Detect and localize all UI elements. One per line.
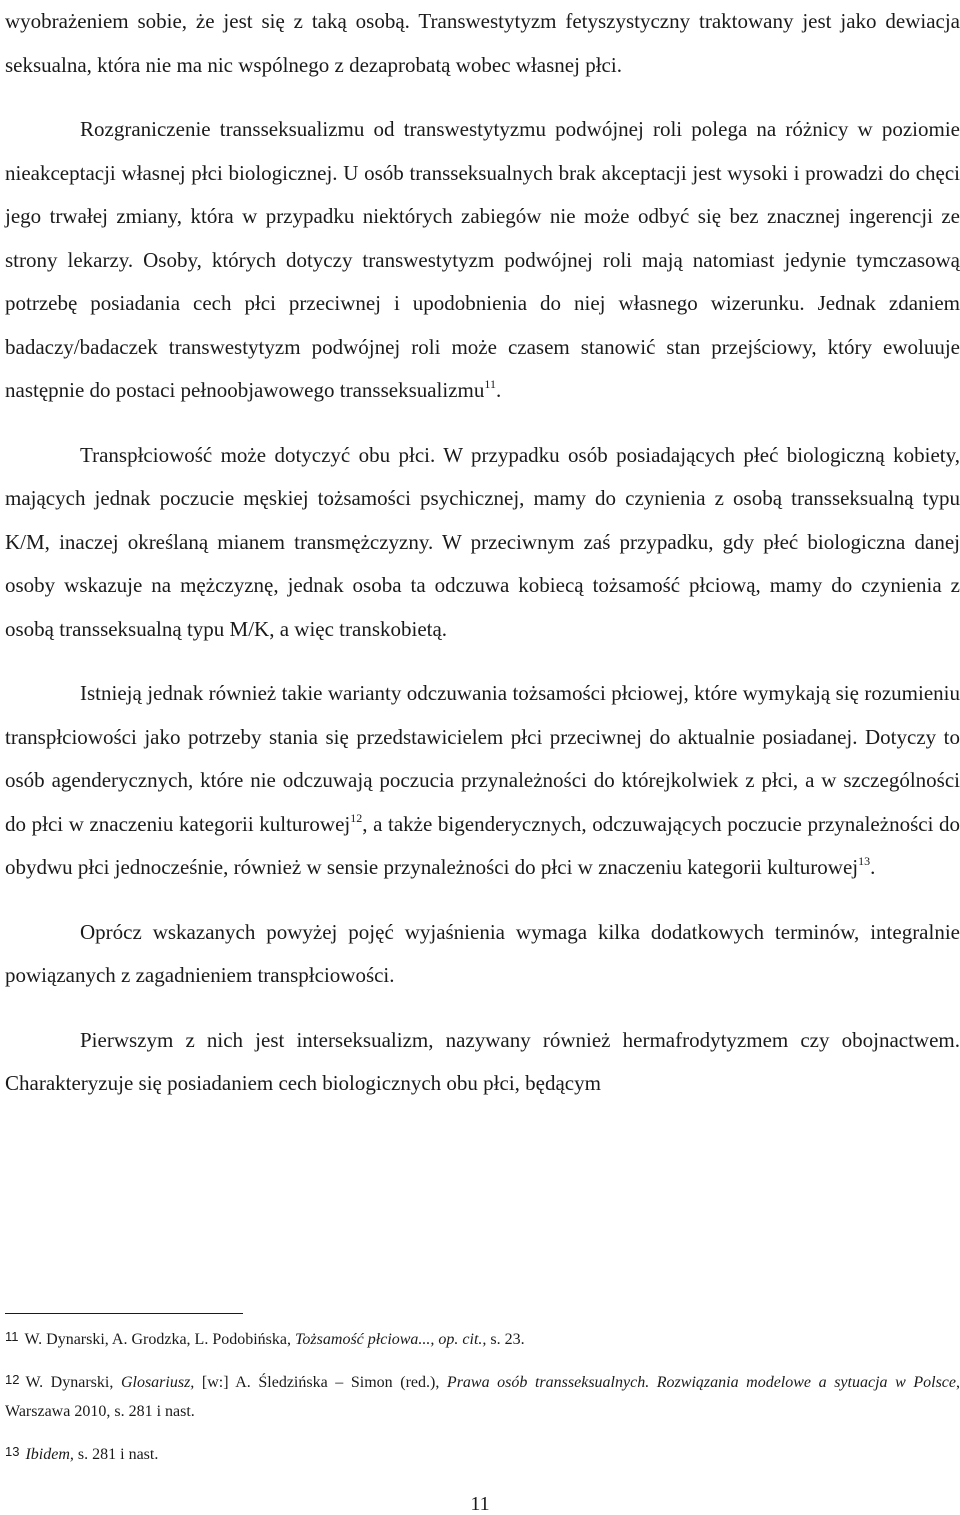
paragraph-2-end: . [495,378,502,402]
paragraph-gap [5,890,960,911]
page-number: 11 [470,1493,490,1515]
footnote-13 [5,1437,960,1469]
footnote-number: 11 [5,1329,19,1344]
paragraph-gap [5,651,960,672]
paragraph-4-end: . [870,855,876,879]
document-page [5,0,960,1106]
footnote-italic-title: Ibidem, [25,1446,74,1463]
paragraph-3-text: Transpłciowość może dotyczyć obu płci. W przypadku osób posiadających płeć biologiczną kobiety, mających jednak poczucie męskiej tożsamości psychicznej, mamy do czynienia z osobą transseksualną typu K/M, inaczej określaną mianem transmężczyzny. W przeciwnym zaś przypadku, gdy płeć biologiczna danej osoby wskazuje na mężczyznę, jednak osoba ta odczuwa kobiecą tożsamość płciową, mamy do czynienia z osobą transseksualną typu M/K, a więc transkobietą. [5,442,960,641]
paragraph-4 [5,672,960,890]
paragraph-1-text: wyobrażeniem sobie, że jest się z taką osobą. Transwestytyzm fetyszystyczny traktowany jest jako dewiacja seksualna, która nie ma nic wspólnego z dezaprobatą wobec własnej płci. [5,9,960,77]
footnote-italic-title: Glosariusz, [120,1374,195,1391]
footnote-ref-12[interactable]: 12 [350,810,363,825]
footnotes-section [5,1322,960,1480]
paragraph-3 [5,434,960,652]
paragraph-gap [5,413,960,434]
paragraph-4-text-a: Istnieją jednak również takie warianty odczuwania tożsamości płciowej, które wymykają się rozumieniu transpłciowości jako potrzeby stania się przedstawicielem płci przeciwnej do aktualnie posiadanej. Dotyczy to osób agenderycznych, które nie odczuwają poczucia przynależności do którejkolwiek z płci, a w szczególności do płci w znaczeniu kategorii kulturowej [5,681,960,836]
footnote-text: , Warszawa 2010, s. 281 i nast. [5,1374,960,1420]
footnote-number: 12 [5,1372,20,1387]
paragraph-5-text: Oprócz wskazanych powyżej pojęć wyjaśnienia wymaga kilka dodatkowych terminów, integralnie powiązanych z zagadnieniem transpłciowości. [5,919,960,987]
footnote-ref-13[interactable]: 13 [858,854,871,868]
footnote-text: s. 281 i nast. [73,1446,159,1463]
paragraph-gap [5,998,960,1019]
footnote-text: s. 23. [486,1331,525,1348]
footnote-text: W. Dynarski, A. Grodzka, L. Podobińska, [24,1331,295,1348]
footnote-text: [w:] A. Śledzińska – Simon (red.), [194,1374,447,1391]
paragraph-gap [5,87,960,108]
footnote-italic-title: Prawa osób transseksualnych. Rozwiązania modelowe a sytuacja w Polsce [446,1374,957,1391]
paragraph-6 [5,1019,960,1106]
footnote-separator [5,1313,243,1314]
paragraph-2-text: Rozgraniczenie transseksualizmu od transwestytyzmu podwójnej roli polega na różnicy w poziomie nieakceptacji własnej płci biologicznej. U osób transseksualnych brak akceptacji jest wysoki i prowadzi do chęci jego trwałej zmiany, która w przypadku niektórych zabiegów nie może odbyć się bez znacznej ingerencji ze strony lekarzy. Osoby, których dotyczy transwestytyzm podwójnej roli mają natomiast jedynie tymczasową potrzebę posiadania cech płci przeciwnej i upodobnienia do niej własnego wizerunku. Jednak zdaniem badaczy/badaczek transwestytyzm podwójnej roli może czasem stanowić stan przejściowy, który ewoluuje następnie do postaci pełnoobjawowego transseksualizmu [5,117,960,402]
footnote-12 [5,1365,960,1426]
footnote-text: W. Dynarski, [25,1374,121,1391]
footnote-italic-title: Tożsamość płciowa..., op. cit., [295,1331,487,1348]
footnote-11 [5,1322,960,1354]
paragraph-2 [5,108,960,413]
footnote-number: 13 [5,1444,20,1459]
footnote-ref-11[interactable]: 11 [484,377,496,391]
paragraph-6-text: Pierwszym z nich jest interseksualizm, nazywany również hermafrodytyzmem czy obojnactwem. Charakteryzuje się posiadaniem cech biologicznych obu płci, będącym [5,1027,960,1095]
paragraph-4-text-b: , a także bigenderycznych, odczuwających poczucie przynależności do obydwu płci jednocześnie, również w sensie przynależności do płci w znaczeniu kategorii kulturowej [5,811,960,879]
paragraph-1 [5,0,960,87]
paragraph-5 [5,911,960,998]
